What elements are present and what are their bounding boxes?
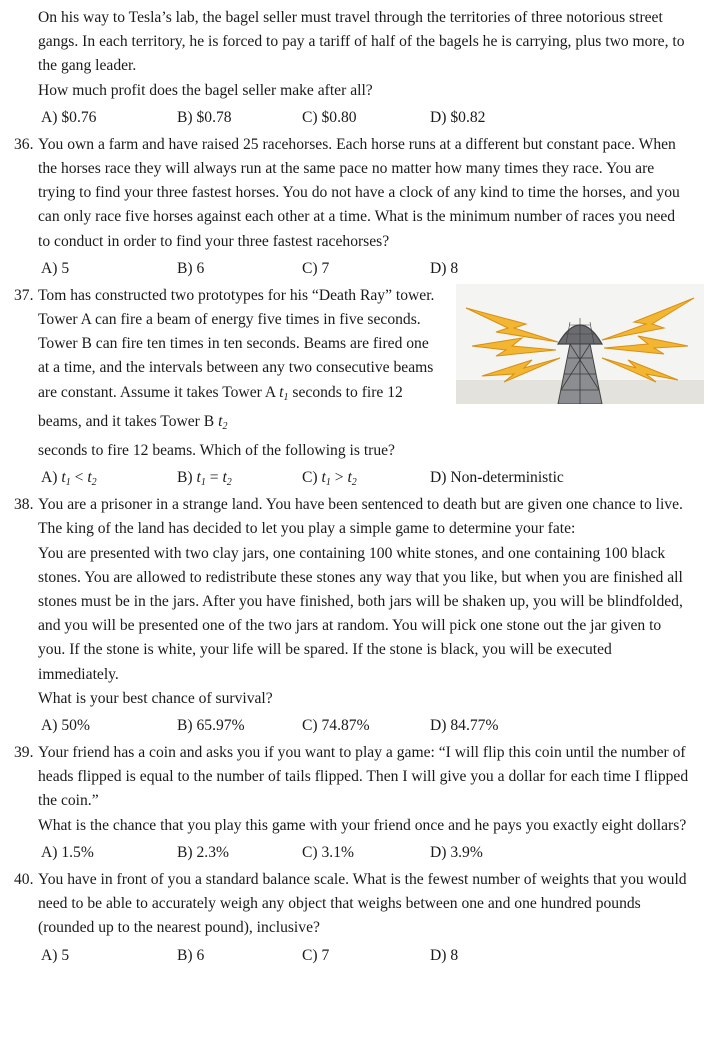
problem-36-text — [38, 133, 690, 254]
subscript-2: 2 — [351, 477, 357, 489]
choice-b: B) 2.3% — [177, 843, 229, 861]
problem-37-text — [38, 284, 443, 439]
problem-40-paragraph: You have in front of you a standard balance scale. What is the fewest number of weights that you would need to be able to accurately weigh any object that weighs between one and one hundred pounds (rounded up to the nearest pound), inclusive? — [38, 870, 687, 937]
problem-35-text — [38, 6, 690, 103]
choice-a: A) 5 — [41, 259, 70, 277]
problem-35 — [0, 6, 720, 130]
problem-number: 37. — [14, 286, 34, 304]
problem-35-choices — [38, 106, 720, 130]
problem-40-choices — [38, 944, 720, 968]
problem-37-text-b: seconds to fire 12 beams, and it takes Tower B — [38, 383, 403, 430]
choice-d — [430, 466, 564, 490]
choice-d: D) $0.82 — [430, 108, 486, 126]
choice-d: D) 8 — [430, 946, 459, 964]
choice-c: C) 7 — [302, 946, 330, 964]
variable-t: t — [218, 412, 223, 430]
choice-letter: D) — [430, 469, 447, 487]
choice-b: B) 6 — [177, 259, 205, 277]
problem-36 — [0, 133, 720, 281]
operator: < — [74, 469, 84, 487]
problem-37-text-a: Tom has constructed two prototypes for his “Death Ray” tower. Tower A can fire a beam of energy five times in five seconds. Tower B can fire ten times in ten seconds. Beams are fired one at a time, and the intervals between any two consecutive beams are constant. Assume it takes Tower A — [38, 286, 435, 401]
problem-38-paragraph-1: You are a prisoner in a strange land. You have been sentenced to death but are given one chance to live. The king of the land has decided to let you play a simple game to determine your fate: — [38, 496, 683, 538]
choice-letter: A) — [41, 469, 58, 487]
problem-38-text — [38, 493, 690, 711]
operator: = — [209, 469, 219, 487]
problem-39-question: What is the chance that you play this game with your friend once and he pays you exactly eight dollars? — [38, 816, 687, 834]
choice-b: B) $0.78 — [177, 108, 232, 126]
variable-t: t — [279, 383, 284, 401]
problem-36-choices — [38, 257, 720, 281]
problem-number: 39. — [14, 744, 34, 762]
problem-37 — [0, 284, 720, 490]
problem-number: 36. — [14, 135, 34, 153]
choice-b — [177, 466, 232, 495]
tesla-tower-image — [456, 284, 704, 404]
choice-a: A) 50% — [41, 717, 90, 735]
variable-t: t — [87, 469, 92, 487]
choice-a: A) 5 — [41, 946, 70, 964]
choice-c: C) $0.80 — [302, 108, 357, 126]
subscript-1: 1 — [283, 391, 289, 403]
subscript-1: 1 — [200, 477, 206, 489]
choice-a: A) $0.76 — [41, 108, 97, 126]
problem-39 — [0, 741, 720, 865]
choice-d-text: Non-deterministic — [450, 469, 564, 487]
variable-t: t — [222, 469, 227, 487]
problem-39-text — [38, 741, 690, 838]
choice-d: D) 3.9% — [430, 843, 483, 861]
choice-b: B) 6 — [177, 946, 205, 964]
choice-d: D) 84.77% — [430, 717, 499, 735]
variable-t: t — [61, 469, 66, 487]
variable-t: t — [321, 469, 326, 487]
choice-letter: B) — [177, 469, 193, 487]
choice-a: A) 1.5% — [41, 843, 94, 861]
problem-40 — [0, 868, 720, 968]
problem-35-question: How much profit does the bagel seller make after all? — [38, 81, 373, 99]
problem-39-choices — [38, 841, 720, 865]
page — [0, 6, 720, 971]
choice-letter: C) — [302, 469, 318, 487]
problem-37-text-continued — [38, 439, 690, 463]
choice-c: C) 3.1% — [302, 843, 354, 861]
subscript-2: 2 — [222, 420, 228, 432]
operator: > — [334, 469, 344, 487]
tesla-tower-illustration — [456, 284, 704, 404]
subscript-2: 2 — [226, 477, 232, 489]
problem-40-text — [38, 868, 690, 941]
choice-a — [41, 466, 97, 495]
variable-t: t — [196, 469, 201, 487]
choice-b: B) 65.97% — [177, 717, 245, 735]
problem-35-paragraph-1: On his way to Tesla’s lab, the bagel seller must travel through the territories of three notorious street gangs. In each territory, he is forced to pay a tariff of half of the bagels he is carrying, plus two more, to the gang leader. — [38, 9, 685, 75]
problem-36-paragraph: You own a farm and have raised 25 racehorses. Each horse runs at a different but constant pace. When the horses race they will always run at the same pace no matter how many times they race. You are trying to find your three fastest horses. You do not have a clock of any kind to time the horses, and you can only race five horses against each other at a time. What is the minimum number of races you need to conduct in order to find your three fastest racehorses? — [38, 135, 680, 250]
choice-d: D) 8 — [430, 259, 459, 277]
problem-37-text-c: seconds to fire 12 beams. Which of the following is true? — [38, 442, 395, 460]
choice-c: C) 74.87% — [302, 717, 370, 735]
problem-number: 40. — [14, 870, 34, 888]
variable-t: t — [347, 469, 352, 487]
problem-37-choices — [38, 466, 720, 490]
problem-38-question: What is your best chance of survival? — [38, 689, 273, 707]
problem-39-paragraph: Your friend has a coin and asks you if you want to play a game: “I will flip this coin until the number of heads flipped is equal to the number of tails flipped. Then I will give you a dollar for each time I flipped the coin.” — [38, 744, 689, 810]
subscript-1: 1 — [65, 477, 71, 489]
choice-c — [302, 466, 357, 495]
problem-38-choices — [38, 714, 720, 738]
subscript-2: 2 — [91, 477, 97, 489]
problem-38-paragraph-2: You are presented with two clay jars, one containing 100 white stones, and one containing 100 black stones. You are allowed to redistribute these stones any way that you like, but when you are finished all stones must be in the jars. After you have finished, both jars will be shaken up, you will be blindfolded, and you will be presented one of the two jars at random. You will pick one stone out the jar given to you. If the stone is white, your life will be spared. If the stone is black, you will be executed immediately. — [38, 544, 683, 683]
subscript-1: 1 — [325, 477, 331, 489]
choice-c: C) 7 — [302, 259, 330, 277]
problem-38 — [0, 493, 720, 738]
problem-number: 38. — [14, 496, 34, 514]
